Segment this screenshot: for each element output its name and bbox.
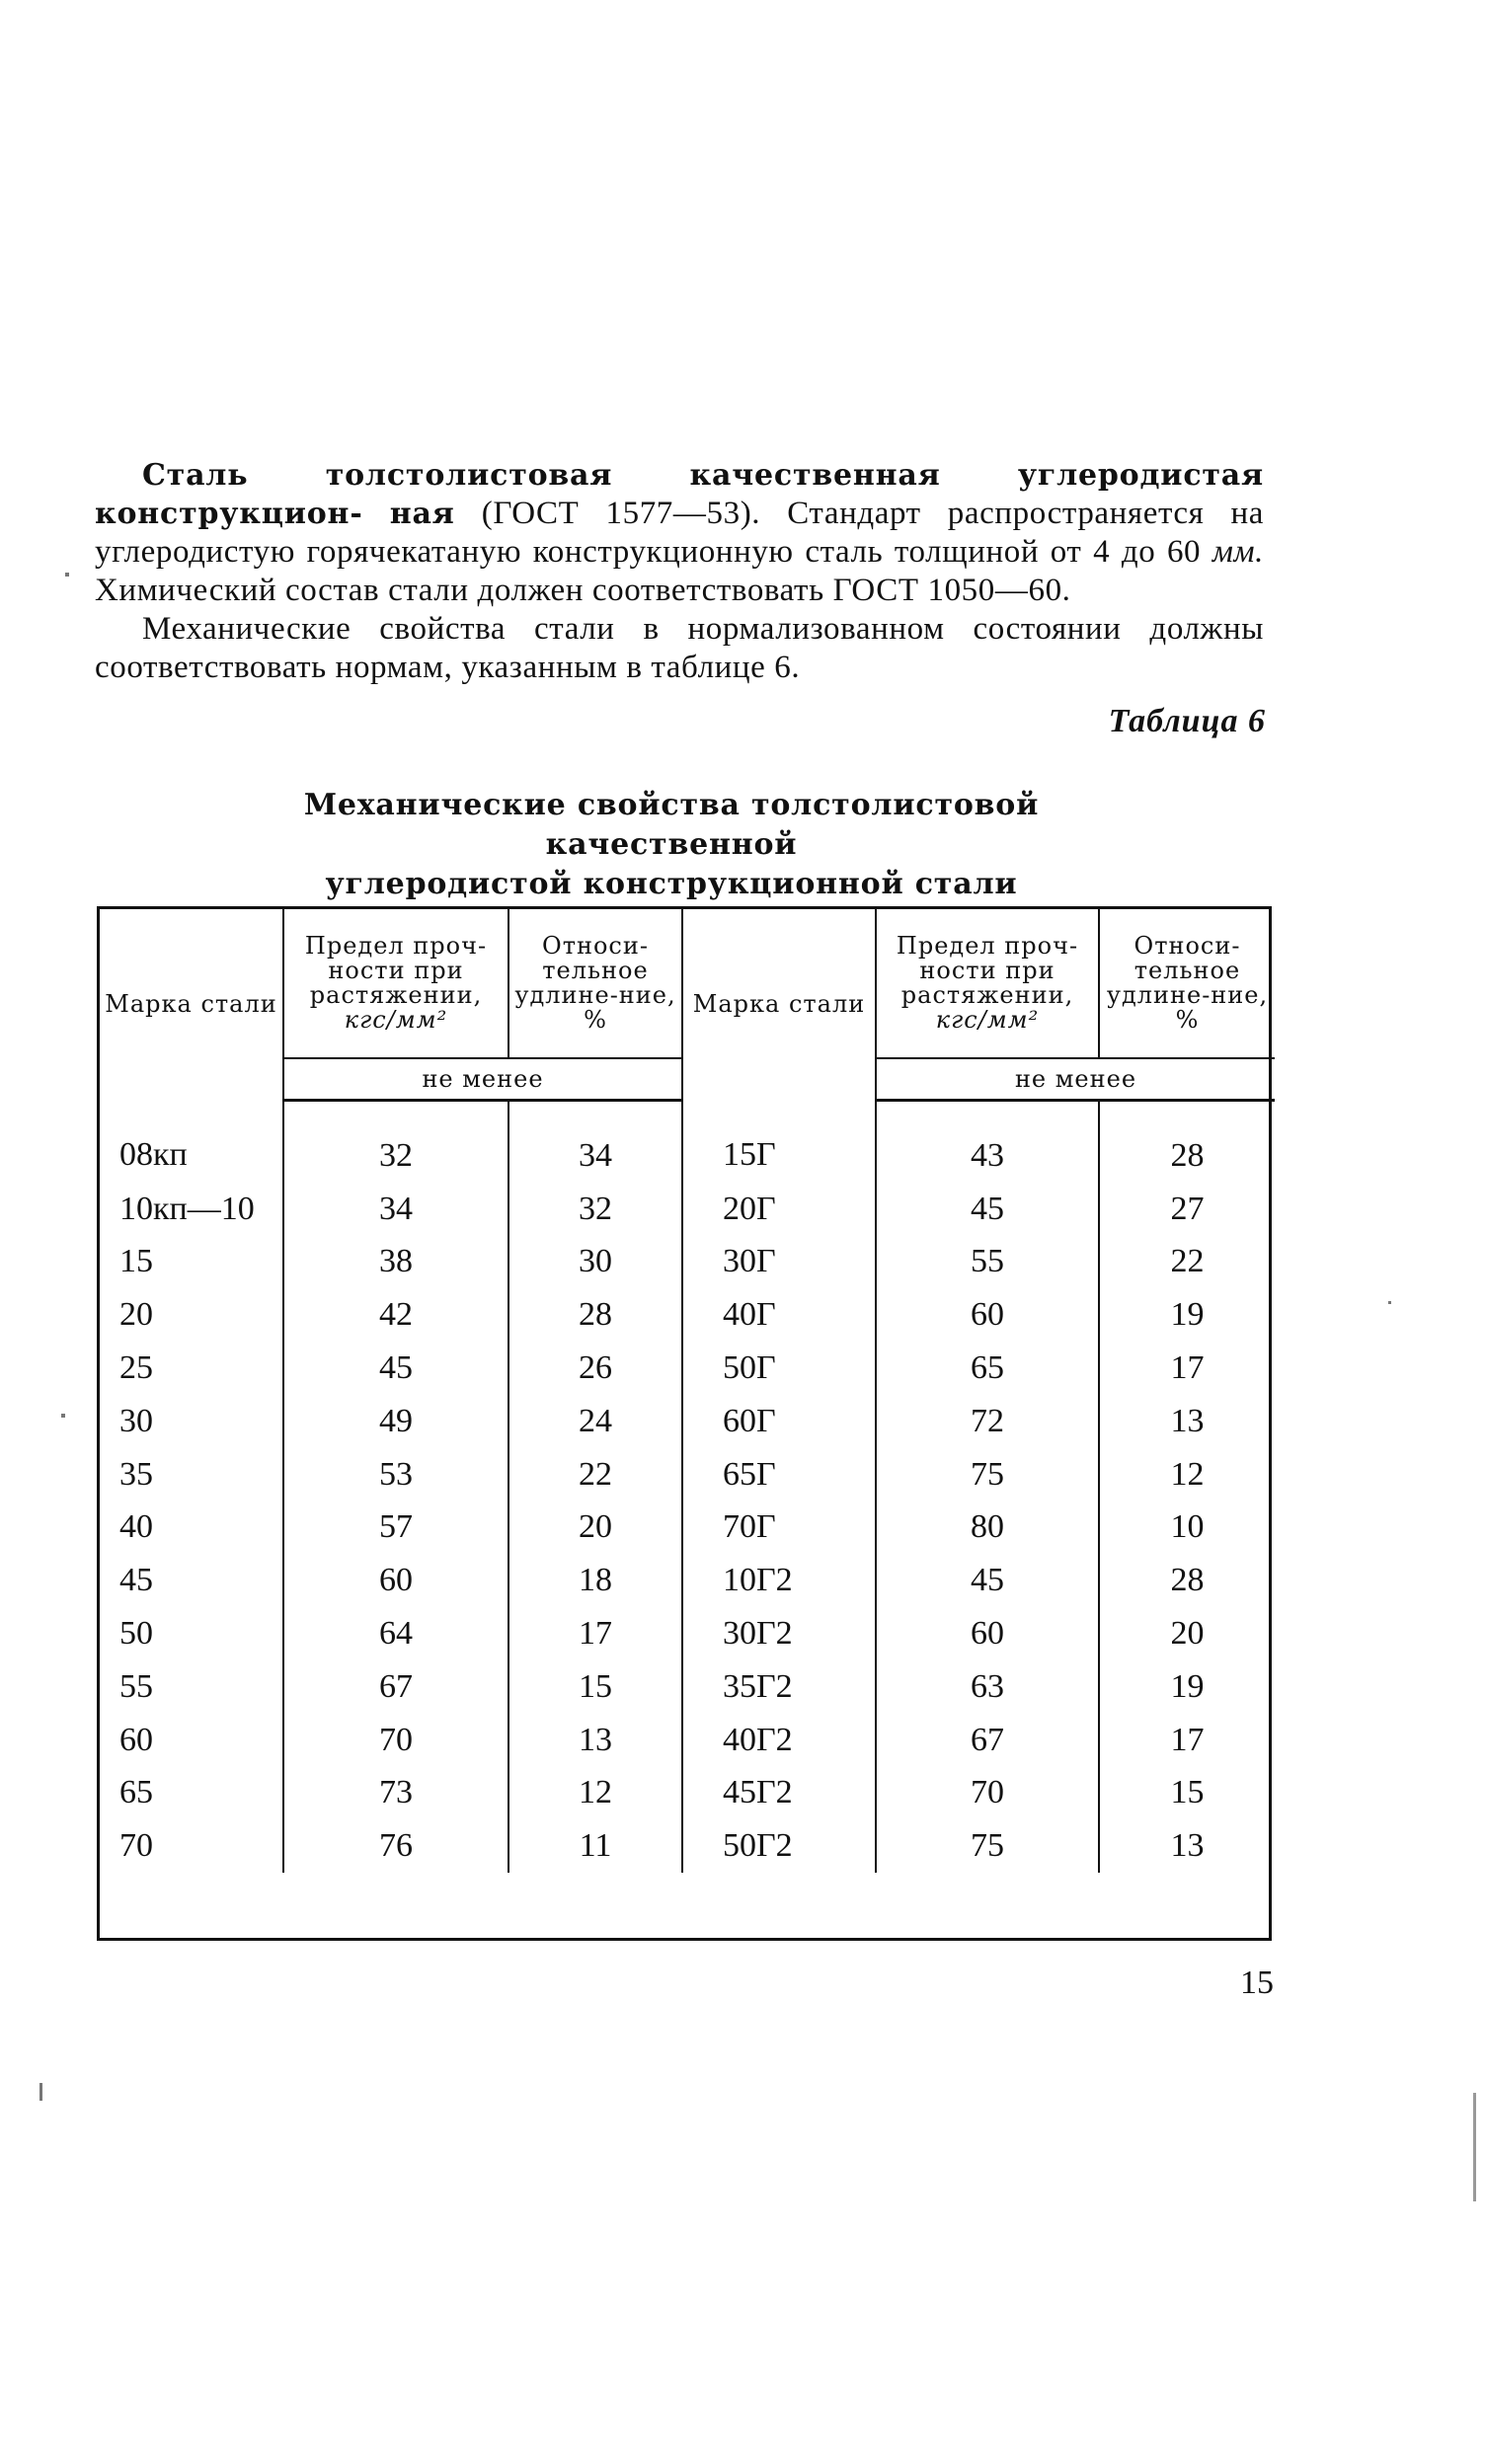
table-cell-s1: 60 bbox=[283, 1554, 508, 1607]
properties-table-frame bbox=[97, 906, 1272, 1941]
table-row bbox=[100, 1819, 1275, 1873]
table-row bbox=[100, 1767, 1275, 1820]
table-cell-s2: 63 bbox=[876, 1660, 1099, 1714]
table-row bbox=[100, 1448, 1275, 1502]
table-cell-e1: 13 bbox=[508, 1714, 682, 1767]
header-min-left: не менее bbox=[283, 1058, 682, 1101]
table-cell-s2: 75 bbox=[876, 1448, 1099, 1502]
unit-mm: мм. bbox=[1211, 534, 1264, 570]
table-cell-m2: 30Г bbox=[682, 1236, 876, 1289]
table-cell-m1: 55 bbox=[100, 1660, 283, 1714]
table-cell-s2: 72 bbox=[876, 1395, 1099, 1448]
table-cell-e2: 13 bbox=[1170, 1402, 1205, 1439]
table-cell-m2: 65Г bbox=[682, 1448, 876, 1502]
table-cell-s1: 57 bbox=[283, 1502, 508, 1555]
table-cell-m1: 60 bbox=[100, 1714, 283, 1767]
table-cell-m2: 35Г2 bbox=[682, 1660, 876, 1714]
table-row bbox=[100, 1288, 1275, 1342]
table-cell-s1: 32 bbox=[283, 1101, 508, 1183]
table-title bbox=[178, 786, 1165, 904]
table-cell-m2: 50Г bbox=[682, 1342, 876, 1395]
table-cell-e2: 15 bbox=[1170, 1774, 1205, 1811]
table-cell-s1: 49 bbox=[283, 1395, 508, 1448]
table-title-line-1: Механические свойства толстолистовой качественной bbox=[303, 788, 1040, 862]
table-title-line-2: углеродистой конструкционной стали bbox=[325, 867, 1018, 901]
table-cell-e2: 17 bbox=[1170, 1349, 1205, 1387]
table-cell-e2: 22 bbox=[1170, 1243, 1205, 1280]
table-row bbox=[100, 1607, 1275, 1660]
intro-text-1: (ГОСТ 1577—53). Стандарт распространяется на углеродистую горячекатаную конструкционную сталь толщиной от 4 до 60 bbox=[95, 496, 1264, 570]
table-cell-m1: 30 bbox=[100, 1395, 283, 1448]
table-cell-m2: 60Г bbox=[682, 1395, 876, 1448]
table-cell-s1: 67 bbox=[283, 1660, 508, 1714]
table-cell-s1: 34 bbox=[283, 1183, 508, 1236]
table-cell-m2: 50Г2 bbox=[682, 1819, 876, 1873]
table-cell-s2: 80 bbox=[876, 1502, 1099, 1555]
table-cell-m1: 70 bbox=[100, 1819, 283, 1873]
header-strength-left bbox=[283, 909, 508, 1058]
table-cell-e1: 11 bbox=[508, 1819, 682, 1873]
table-cell-m1: 08кп bbox=[100, 1101, 283, 1183]
table-row bbox=[100, 1183, 1275, 1236]
page-number: 15 bbox=[1240, 1964, 1274, 2001]
intro-lead-end: ная bbox=[389, 497, 455, 531]
table-cell-s2: 75 bbox=[876, 1819, 1099, 1873]
table-cell-e2: 12 bbox=[1170, 1455, 1205, 1493]
table-cell-s1: 42 bbox=[283, 1288, 508, 1342]
table-cell-m1: 35 bbox=[100, 1448, 283, 1502]
table-cell-e2: 28 bbox=[1170, 1562, 1205, 1599]
table-cell-m2: 20Г bbox=[682, 1183, 876, 1236]
header-strength-right-text: Предел проч-ности при растяжении, bbox=[896, 932, 1079, 1009]
table-cell-e2: 20 bbox=[1170, 1615, 1205, 1653]
table-cell-s2: 55 bbox=[876, 1236, 1099, 1289]
table-cell-e1: 26 bbox=[508, 1342, 682, 1395]
table-cell-s2: 65 bbox=[876, 1342, 1099, 1395]
header-elongation-right: Относи-тельное удлине-ние, % bbox=[1106, 932, 1269, 1034]
table-cell-s2: 43 bbox=[876, 1101, 1099, 1183]
table-cell-m2: 45Г2 bbox=[682, 1767, 876, 1820]
scan-edge-mark bbox=[1473, 2093, 1476, 2201]
scan-speck bbox=[39, 2083, 42, 2101]
table-cell-e2: 13 bbox=[1170, 1827, 1205, 1865]
intro-lead: Сталь толстолистовая качественная углеродистая конструкцион- bbox=[95, 458, 1264, 531]
table-cell-e1: 32 bbox=[508, 1183, 682, 1236]
table-row bbox=[100, 1714, 1275, 1767]
table-row bbox=[100, 1101, 1275, 1183]
scan-speck bbox=[61, 1414, 65, 1418]
table-cell-m1: 15 bbox=[100, 1236, 283, 1289]
table-cell-s1: 53 bbox=[283, 1448, 508, 1502]
header-min-right: не менее bbox=[876, 1058, 1275, 1101]
scan-speck bbox=[65, 573, 69, 577]
table-cell-m2: 10Г2 bbox=[682, 1554, 876, 1607]
table-cell-e1: 20 bbox=[508, 1502, 682, 1555]
table-cell-m1: 25 bbox=[100, 1342, 283, 1395]
table-cell-s1: 64 bbox=[283, 1607, 508, 1660]
intro-text-3: Механические свойства стали в нормализованном состоянии должны соответствовать нормам, указанным в таблице 6. bbox=[95, 611, 1264, 685]
table-cell-s2: 45 bbox=[876, 1554, 1099, 1607]
intro-text-2: Химический состав стали должен соответствовать ГОСТ 1050—60. bbox=[95, 573, 1071, 608]
table-cell-m1: 40 bbox=[100, 1502, 283, 1555]
table-cell-m2: 70Г bbox=[682, 1502, 876, 1555]
table-cell-s1: 45 bbox=[283, 1342, 508, 1395]
table-row bbox=[100, 1395, 1275, 1448]
table-cell-e1: 15 bbox=[508, 1660, 682, 1714]
table-cell-s2: 45 bbox=[876, 1183, 1099, 1236]
intro-paragraph bbox=[95, 456, 1264, 687]
table-cell-s1: 38 bbox=[283, 1236, 508, 1289]
table-cell-e2: 19 bbox=[1170, 1296, 1205, 1334]
table-cell-m2: 15Г bbox=[682, 1101, 876, 1183]
table-cell-e2: 17 bbox=[1170, 1721, 1205, 1758]
header-strength-left-text: Предел проч-ности при растяжении, bbox=[304, 932, 488, 1009]
table-cell-s1: 76 bbox=[283, 1819, 508, 1873]
header-strength-left-unit: кгс/мм² bbox=[344, 1006, 448, 1034]
table-row bbox=[100, 1660, 1275, 1714]
table-cell-m1: 65 bbox=[100, 1767, 283, 1820]
table-cell-e1: 22 bbox=[508, 1448, 682, 1502]
table-body bbox=[100, 1101, 1275, 1874]
table-cell-e1: 12 bbox=[508, 1767, 682, 1820]
table-cell-e2: 28 bbox=[1170, 1136, 1205, 1174]
table-row bbox=[100, 1502, 1275, 1555]
table-row bbox=[100, 1236, 1275, 1289]
header-mark-left: Марка стали bbox=[100, 909, 283, 1101]
table-cell-s1: 73 bbox=[283, 1767, 508, 1820]
table-cell-s2: 60 bbox=[876, 1288, 1099, 1342]
table-cell-e1: 17 bbox=[508, 1607, 682, 1660]
table-cell-s1: 70 bbox=[283, 1714, 508, 1767]
table-caption: Таблица 6 bbox=[1108, 703, 1266, 739]
table-cell-m1: 10кп—10 bbox=[100, 1183, 283, 1236]
table-cell-s2: 60 bbox=[876, 1607, 1099, 1660]
table-cell-m2: 40Г2 bbox=[682, 1714, 876, 1767]
table-cell-e2: 10 bbox=[1170, 1508, 1205, 1546]
table-cell-s2: 70 bbox=[876, 1767, 1099, 1820]
table-cell-e1: 18 bbox=[508, 1554, 682, 1607]
table-cell-e2: 19 bbox=[1170, 1667, 1205, 1705]
table-cell-m1: 45 bbox=[100, 1554, 283, 1607]
table-cell-m2: 40Г bbox=[682, 1288, 876, 1342]
table-cell-s2: 67 bbox=[876, 1714, 1099, 1767]
table-row bbox=[100, 1342, 1275, 1395]
table-cell-m1: 50 bbox=[100, 1607, 283, 1660]
table-cell-e1: 24 bbox=[508, 1395, 682, 1448]
table-cell-e2: 27 bbox=[1170, 1190, 1205, 1227]
header-strength-right-unit: кгс/мм² bbox=[935, 1006, 1040, 1034]
table-cell-e1: 34 bbox=[508, 1101, 682, 1183]
table-cell-m1: 20 bbox=[100, 1288, 283, 1342]
table-cell-e1: 30 bbox=[508, 1236, 682, 1289]
header-strength-right bbox=[876, 909, 1099, 1058]
table-row bbox=[100, 1554, 1275, 1607]
scan-speck bbox=[1388, 1301, 1391, 1304]
table-cell-m2: 30Г2 bbox=[682, 1607, 876, 1660]
properties-table bbox=[100, 909, 1275, 1873]
header-elongation-left: Относи-тельное удлине-ние, % bbox=[508, 909, 682, 1058]
header-mark-right: Марка стали bbox=[682, 909, 876, 1101]
table-cell-e1: 28 bbox=[508, 1288, 682, 1342]
